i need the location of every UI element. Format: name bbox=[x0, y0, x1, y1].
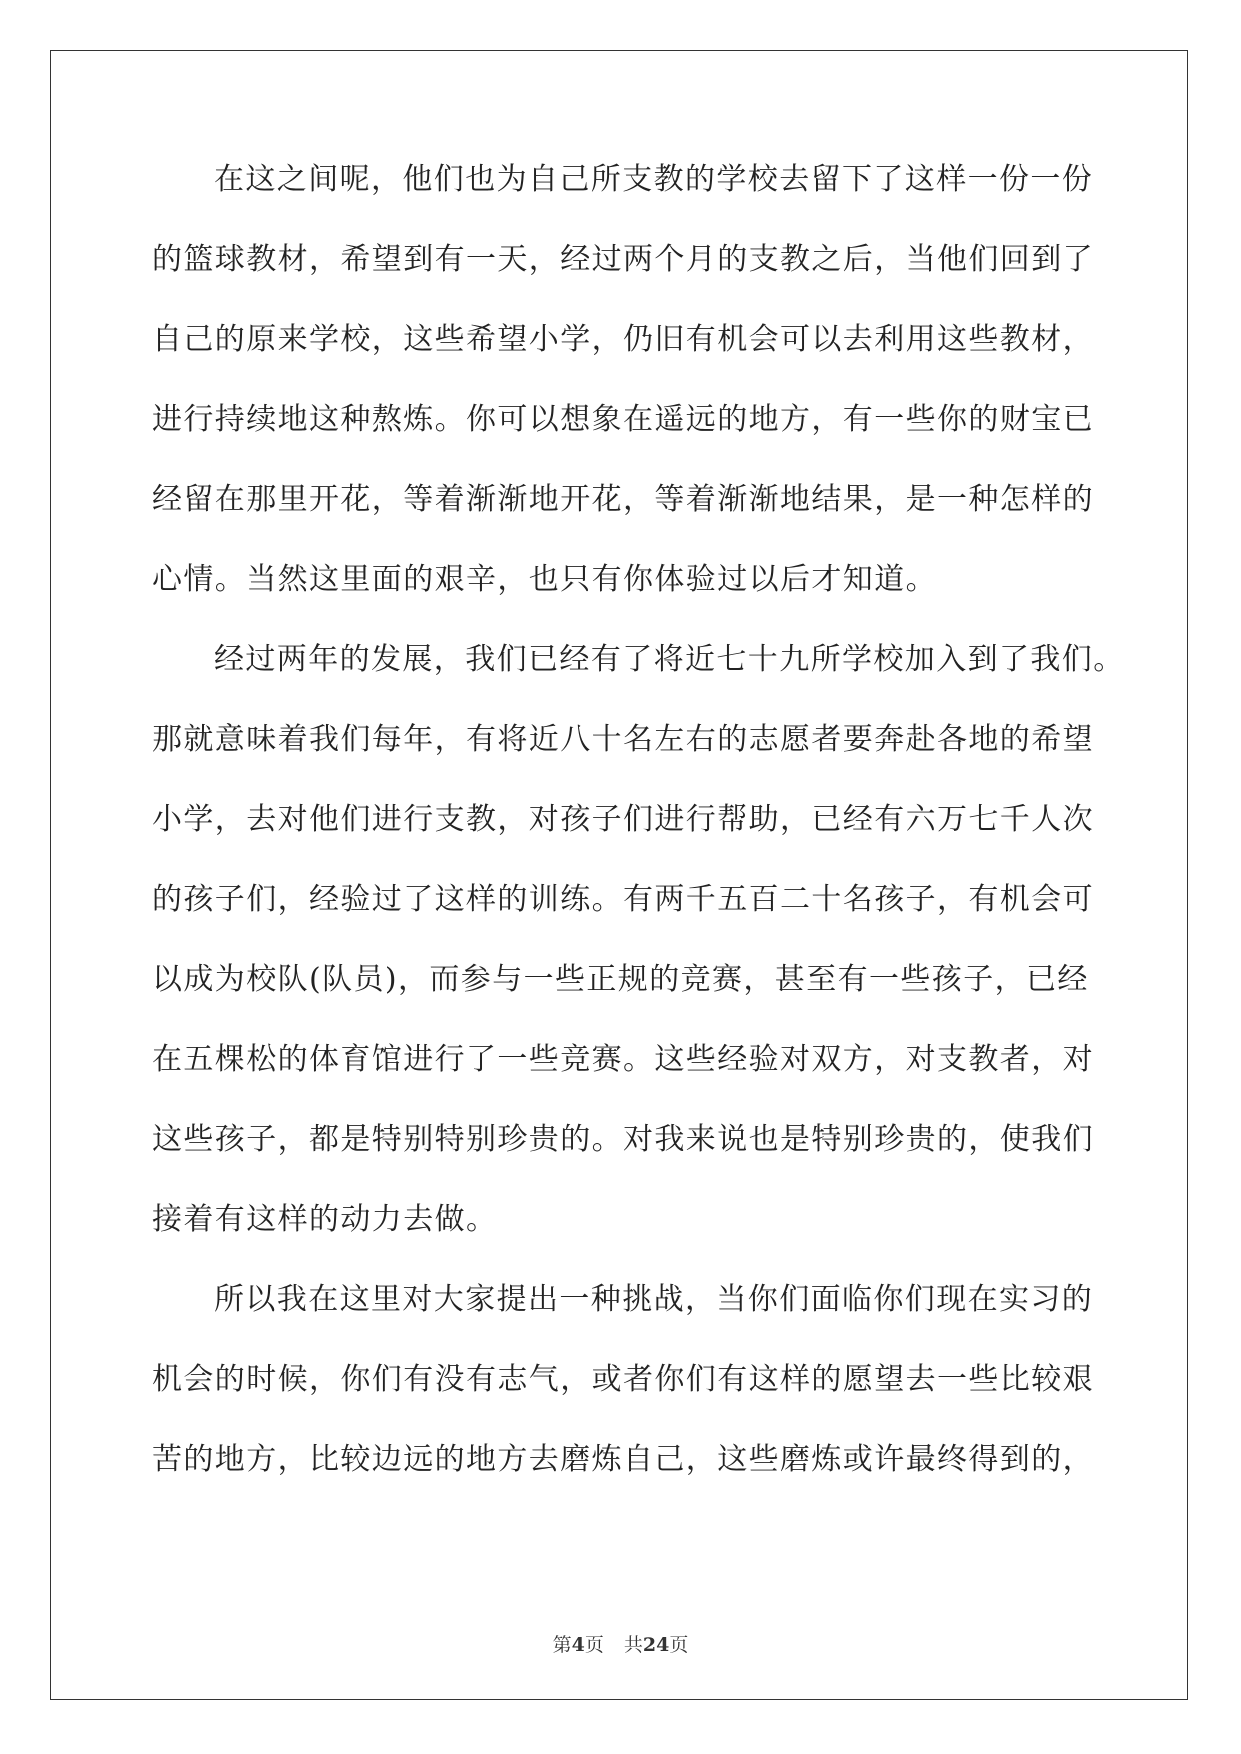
paragraph-3-line-1: 所以我在这里对大家提出一种挑战，当你们面临你们现在实习的 bbox=[214, 1282, 1094, 1317]
total-prefix: 共 bbox=[623, 1634, 643, 1656]
document-body bbox=[152, 160, 1125, 1520]
paragraph-2-line-7: 这些孩子，都是特别特别珍贵的。对我来说也是特别珍贵的，使我们 bbox=[152, 1122, 1094, 1157]
total-pages: 24 bbox=[642, 1634, 670, 1656]
paragraph-3-line-2: 机会的时候，你们有没有志气，或者你们有这样的愿望去一些比较艰 bbox=[152, 1362, 1094, 1397]
total-suffix: 页 bbox=[669, 1634, 689, 1656]
paragraph-1-line-4: 进行持续地这种熬炼。你可以想象在遥远的地方，有一些你的财宝已 bbox=[152, 402, 1094, 437]
paragraph-3-line-3: 苦的地方，比较边远的地方去磨炼自己，这些磨炼或许最终得到的， bbox=[152, 1442, 1094, 1477]
paragraph-2-line-6: 在五棵松的体育馆进行了一些竞赛。这些经验对双方，对支教者，对 bbox=[152, 1042, 1094, 1077]
paragraph-2-line-2: 那就意味着我们每年，有将近八十名左右的志愿者要奔赴各地的希望 bbox=[152, 722, 1094, 757]
paragraph-1-line-5: 经留在那里开花，等着渐渐地开花，等着渐渐地结果，是一种怎样的 bbox=[152, 482, 1094, 517]
page-number: 4 bbox=[571, 1634, 585, 1656]
page-footer bbox=[0, 1630, 1241, 1657]
paragraph-2-line-3: 小学，去对他们进行支教，对孩子们进行帮助，已经有六万七千人次 bbox=[152, 802, 1094, 837]
paragraph-1-line-3: 自己的原来学校，这些希望小学，仍旧有机会可以去利用这些教材， bbox=[152, 322, 1094, 357]
paragraph-2-line-4: 的孩子们，经验过了这样的训练。有两千五百二十名孩子，有机会可 bbox=[152, 882, 1094, 917]
paragraph-1-line-2: 的篮球教材，希望到有一天，经过两个月的支教之后，当他们回到了 bbox=[152, 242, 1094, 277]
paragraph-2-line-1: 经过两年的发展，我们已经有了将近七十九所学校加入到了我们。 bbox=[214, 642, 1125, 677]
paragraph-1-line-1: 在这之间呢，他们也为自己所支教的学校去留下了这样一份一份 bbox=[214, 162, 1094, 197]
paragraph-2-line-5: 以成为校队(队员)，而参与一些正规的竞赛，甚至有一些孩子，已经 bbox=[152, 962, 1089, 997]
page-prefix: 第 bbox=[552, 1634, 572, 1656]
paragraph-2-line-8: 接着有这样的动力去做。 bbox=[152, 1202, 498, 1237]
page-suffix: 页 bbox=[584, 1634, 604, 1656]
paragraph-1-line-6: 心情。当然这里面的艰辛，也只有你体验过以后才知道。 bbox=[152, 562, 937, 597]
